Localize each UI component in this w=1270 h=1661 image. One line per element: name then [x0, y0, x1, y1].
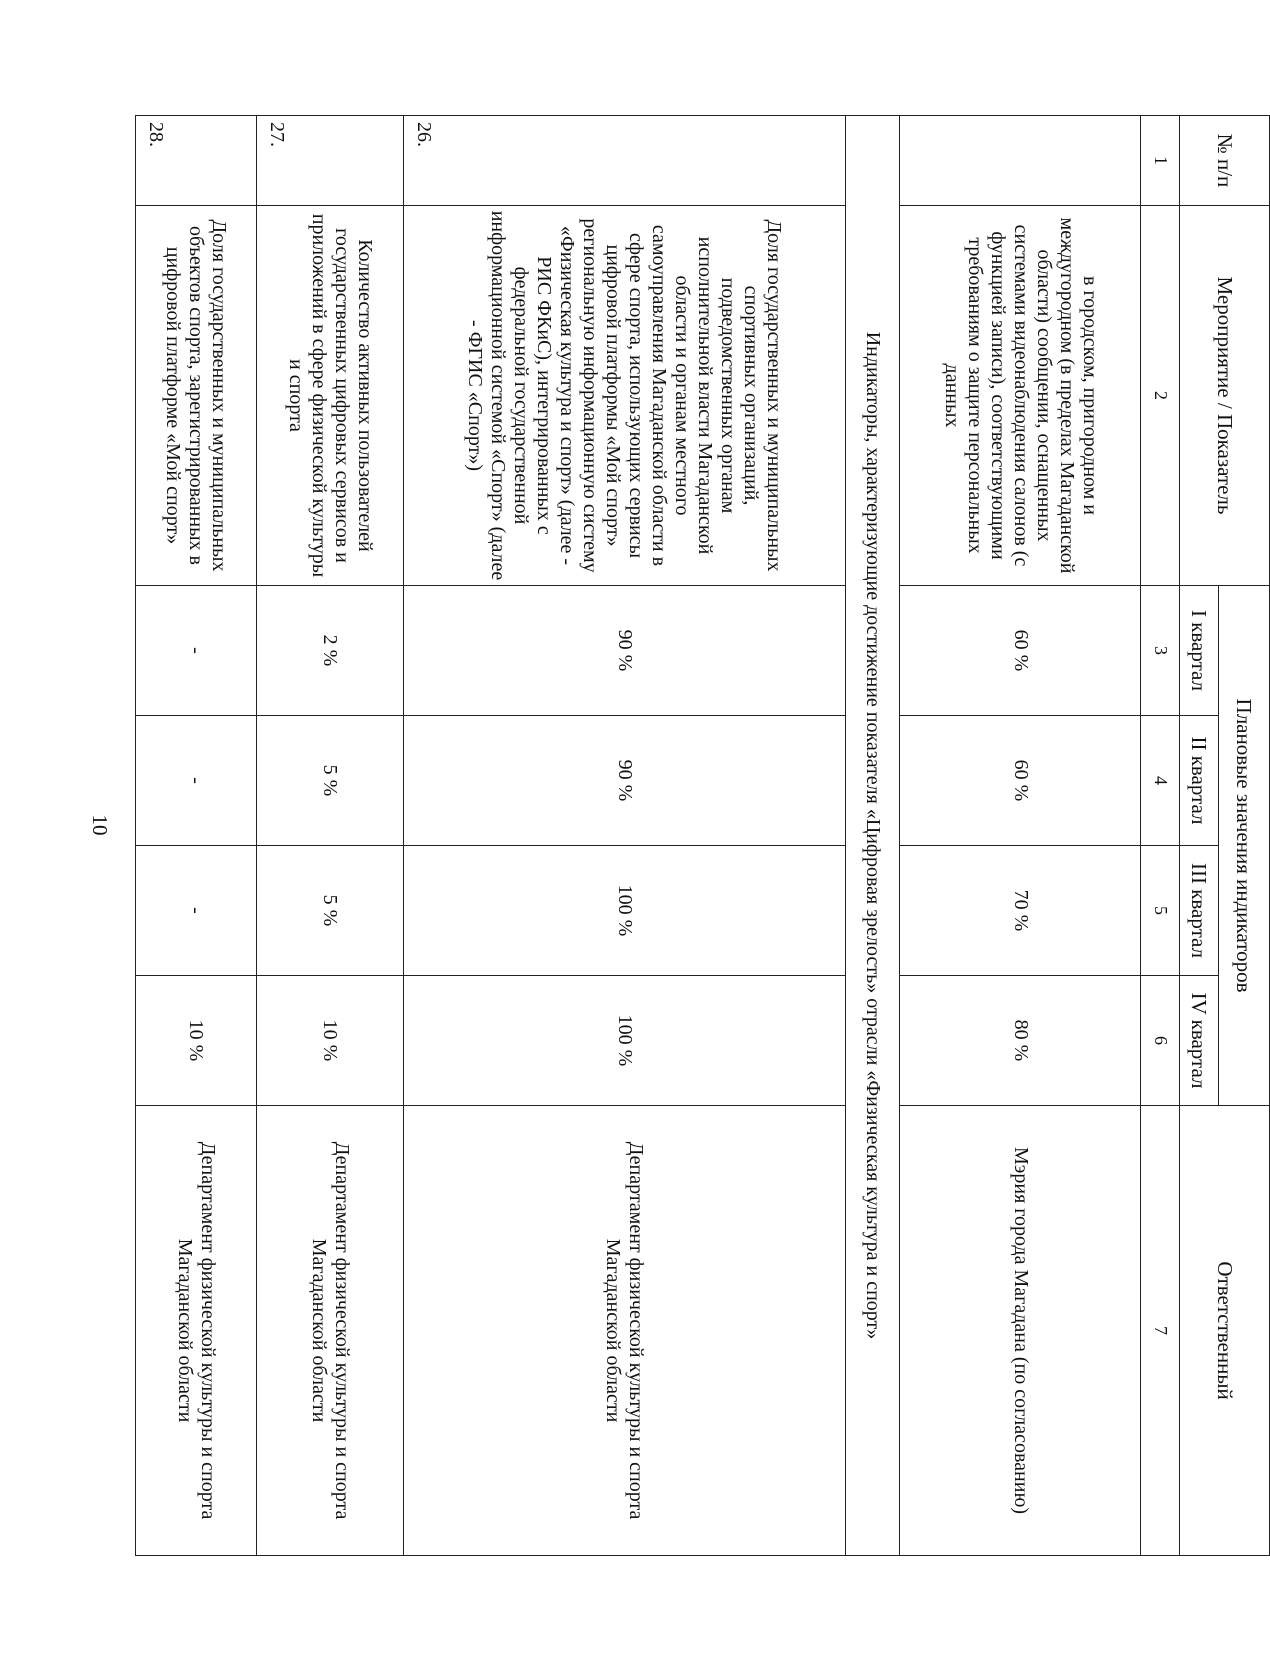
page-number: 10 [88, 814, 112, 836]
row-q1: - [136, 586, 257, 716]
table-row [256, 116, 403, 1556]
col-number-4: 4 [1141, 716, 1180, 846]
row-q4: 80 % [900, 976, 1141, 1106]
indicators-table [135, 115, 1270, 1556]
row-num [900, 116, 1141, 206]
col-number-2: 2 [1141, 206, 1180, 586]
row-q3: 5 % [256, 846, 403, 976]
row-num: 27. [256, 116, 403, 206]
section-row [845, 116, 900, 1556]
row-responsible: Департамент физической культуры и спорта Магаданской области [256, 1106, 403, 1556]
row-num: 28. [136, 116, 257, 206]
row-q1: 2 % [256, 586, 403, 716]
row-q1: 60 % [900, 586, 1141, 716]
table-row [900, 116, 1141, 1556]
header-num: № п/п [1180, 116, 1270, 206]
row-q2: - [136, 716, 257, 846]
header-q2: II квартал [1180, 716, 1219, 846]
row-q4: 100 % [403, 976, 845, 1106]
rotated-table-container [135, 115, 1270, 1520]
col-number-6: 6 [1141, 976, 1180, 1106]
row-q3: 70 % [900, 846, 1141, 976]
header-row-1 [1219, 116, 1270, 1556]
row-q2: 60 % [900, 716, 1141, 846]
table-row [403, 116, 845, 1556]
col-number-5: 5 [1141, 846, 1180, 976]
row-q4: 10 % [256, 976, 403, 1106]
row-responsible: Департамент физической культуры и спорта Магаданской области [136, 1106, 257, 1556]
row-q2: 5 % [256, 716, 403, 846]
table-row [136, 116, 257, 1556]
row-q4: 10 % [136, 976, 257, 1106]
row-q2: 90 % [403, 716, 845, 846]
column-number-row [1141, 116, 1180, 1556]
header-responsible: Ответственный [1180, 1106, 1270, 1556]
row-text: Доля государственных и муниципальных спортивных организаций, подведомственных органам исполнительной власти Магаданской области и органам местного самоуправления Магаданской области в сфере спорта, использующих сервисы цифровой платформы «Мой спорт» региональную информационную систему «Физическая культура и спорт» (далее - РИС ФКиС), интегрированных с федеральной государственной информационной системой «Спорт» (далее - ФГИС «Спорт») [403, 206, 845, 586]
section-title: Индикаторы, характеризующие достижение показателя «Цифровая зрелость» отрасли «Физическая культура и спорт» [845, 116, 900, 1556]
row-q3: 100 % [403, 846, 845, 976]
row-q3: - [136, 846, 257, 976]
header-q3: III квартал [1180, 846, 1219, 976]
row-text: в городском, пригородном и междугородном (в пределах Магаданской области) сообщении, оснащенных системами видеонаблюдения салонов (с функцией записи), соответствующими требованиям о защите персональных данных [900, 206, 1141, 586]
row-responsible: Мэрия города Магадана (по согласованию) [900, 1106, 1141, 1556]
col-number-3: 3 [1141, 586, 1180, 716]
row-q1: 90 % [403, 586, 845, 716]
header-event: Мероприятие / Показатель [1180, 206, 1270, 586]
row-responsible: Департамент физической культуры и спорта Магаданской области [403, 1106, 845, 1556]
header-q4: IV квартал [1180, 976, 1219, 1106]
col-number-1: 1 [1141, 116, 1180, 206]
row-num: 26. [403, 116, 845, 206]
header-planned: Плановые значения индикаторов [1219, 586, 1270, 1106]
col-number-7: 7 [1141, 1106, 1180, 1556]
row-text: Доля государственных и муниципальных объектов спорта, зарегистрированных в цифровой платформе «Мой спорт» [136, 206, 257, 586]
header-q1: I квартал [1180, 586, 1219, 716]
row-text: Количество активных пользователей государственных цифровых сервисов и приложений в сфере физической культуры и спорта [256, 206, 403, 586]
